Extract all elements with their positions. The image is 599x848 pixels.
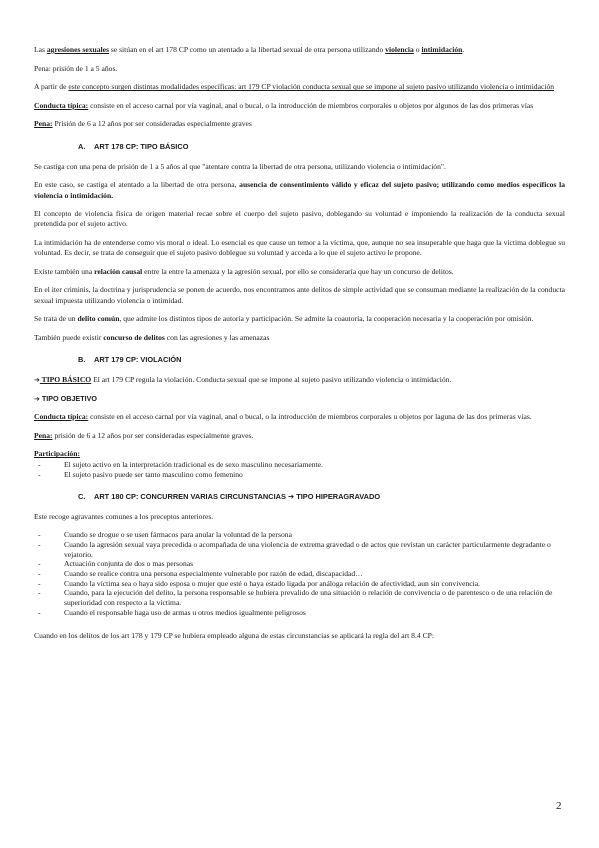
text: Las [34, 45, 47, 54]
text: A partir de [34, 82, 69, 92]
paragraph-conducta-tipica [34, 101, 565, 111]
paragraph-intro [34, 45, 565, 55]
paragraph-b3 [34, 412, 565, 422]
page-number: 2 [556, 800, 562, 812]
paragraph-c2: Cuando en los delitos de los art 178 y 179 CP se hubiera empleado alguna de estas circunstancias se aplicará la regla del art 8.4 CP: [34, 631, 434, 641]
section-title: ART 179 CP: VIOLACIÓN [94, 354, 182, 364]
paragraph-modalidades [34, 82, 565, 92]
list-item: - Cuando se drogue o se usen fármacos para anular la voluntad de la persona [34, 530, 565, 540]
paragraph-b4 [34, 431, 565, 441]
participacion-list [34, 460, 565, 479]
text: También puede existir [34, 332, 104, 342]
term-agresiones-sexuales: agresiones sexuales [46, 45, 109, 54]
list-item: - Cuando el responsable haga uso de armas u otros medios igualmente peligrosos [34, 608, 565, 618]
bold-text: concurso de delitos [103, 332, 165, 342]
paragraph-c1: Este recoge agravantes comunes a los preceptos anteriores. [34, 511, 214, 521]
paragraph-a8 [34, 333, 565, 343]
paragraph-a1: Se castiga con una pena de prisión de 1 a 5 años al que "atentare contra la libertad de otra persona, utilizando violencia o intimidación". [34, 161, 446, 171]
list-item: - Cuando, para la ejecución del delito, la persona responsable se hubiera prevalido de una situación o relación de convivencia o de parentesco o de una relación de superioridad con respecto a la víctima. [34, 588, 565, 607]
subheading-tipo-objetivo [34, 394, 565, 404]
section-heading-c [34, 492, 565, 502]
list-item: - Actuación conjunta de dos o mas personas [34, 559, 565, 569]
text: , que admite los distintos tipos de autoría y participación. Se admite la coautoría, la cooperación necesaria y la cooperación por omisión. [119, 314, 534, 324]
section-letter: C. [78, 491, 86, 501]
label-conducta-tipica: Conducta típica: [34, 100, 89, 110]
list-item: - Cuando se realice contra una persona especialmente vulnerable por razón de edad, discapacidad… [34, 569, 565, 579]
paragraph-a5 [34, 267, 565, 277]
list-item: - Cuando la víctima sea o haya sido esposa o mujer que esté o haya estado ligada por análoga relación de afectividad, aun sin convivencia. [34, 579, 565, 589]
term-intimidacion: intimidación [421, 45, 463, 54]
text: consiste en el acceso carnal por vía vaginal, anal o bucal, o la introducción de miembros corporales u objetos por laguna de las dos primeras vías. [88, 411, 532, 421]
text: Prisión de 6 a 12 años por ser consideradas especialmente graves [52, 119, 252, 129]
text: . [462, 45, 465, 54]
text: prisión de 6 a 12 años por ser consideradas especialmente graves. [52, 430, 254, 440]
text: El art 179 CP regula la violación. Conducta sexual que se impone al sujeto pasivo utilizando violencia o intimidación. [91, 375, 452, 385]
document-page [34, 45, 565, 650]
paragraph-pena-basica: Pena: prisión de 1 a 5 años. [34, 63, 118, 73]
paragraph-tipo-basico [34, 375, 565, 385]
paragraph-a7 [34, 314, 565, 324]
arrow-right-icon: ➔ [34, 376, 40, 385]
text: entre la entre la amenaza y la agresión sexual, por ello se consideraría que hay un concurso de delitos. [142, 266, 454, 276]
text: con las agresiones y las amenazas [164, 332, 270, 342]
paragraph-a6: En el iter criminis, la doctrina y jurisprudencia se ponen de acuerdo, nos encontramos ante delitos de simple actividad que se consuman mediante la realización de la conducta sexual impuesta utilizando violencia o intimidad. [34, 285, 565, 305]
section-heading-a [34, 142, 565, 152]
arrow-right-icon: ➔ [34, 394, 40, 403]
text: En este caso, se castiga el atentado a la libertad de otra persona, [34, 180, 240, 190]
text: Existe también una [34, 266, 95, 276]
underlined-text: este concepto surgen distintas modalidades específicas: art 179 CP violación conducta sexual que se impone al sujeto pasivo utilizando violencia o intimidación [68, 82, 555, 92]
paragraph-a4: La intimidación ha de entenderse como vis moral o ideal. Lo esencial es que cause un temor a la víctima, que, aunque no sea insuperable que haga que la víctima doblegue su voluntad. Es decir, se trata de conseguir que el sujeto pasivo doblegue su voluntad y acceda a lo que el sujeto activo le propone. [34, 237, 565, 258]
paragraph-a3: El concepto de violencia física de origen material recae sobre el cuerpo del sujeto pasivo, doblegando su voluntad e imponiendo la realización de la conducta sexual pretendida por el sujeto activo. [34, 209, 565, 229]
list-item: - El sujeto activo en la interpretación tradicional es de sexo masculino necesariamente. [34, 460, 565, 470]
bold-text: delito común [77, 314, 120, 324]
term-violencia: violencia [385, 45, 414, 54]
label-tipo-basico: TIPO BÁSICO [39, 375, 92, 385]
text: o [413, 45, 422, 54]
list-item: - Cuando la agresión sexual vaya precedida o acompañada de una violencia de extrema gravedad o de actos que revistan un carácter particularmente degradante o vejatorio. [34, 540, 565, 559]
section-letter: A. [78, 141, 86, 151]
section-title: ART 178 CP: TIPO BÁSICO [94, 141, 189, 151]
agravantes-list [34, 530, 565, 617]
section-title: ART 180 CP: CONCURREN VARIAS CIRCUNSTANCIAS ➔ TIPO HIPERAGRAVADO [94, 491, 381, 501]
label-tipo-objetivo: TIPO OBJETIVO [39, 393, 97, 403]
label-pena: Pena: [34, 430, 53, 440]
bold-text: ausencia de consentimiento válido y eficaz del sujeto pasivo; utilizando como medios específicos la violencia o intimidación. [34, 180, 565, 200]
label-participacion: Participación: [34, 449, 80, 459]
label-pena: Pena: [34, 119, 53, 129]
bold-text: relación causal [94, 266, 143, 276]
paragraph-a2 [34, 180, 565, 200]
section-letter: B. [78, 354, 86, 364]
label-conducta-tipica: Conducta típica: [34, 411, 89, 421]
paragraph-pena [34, 119, 565, 129]
text: se sitúan en el art 178 CP como un atentado a la libertad sexual de otra persona utilizando [108, 45, 386, 54]
text: consiste en el acceso carnal por vía vaginal, anal o bucal, o la introducción de miembros corporales u objetos por algunos de las dos primeras vías [88, 100, 534, 110]
text: Se trata de un [34, 314, 78, 324]
section-heading-b [34, 355, 565, 365]
list-item: - El sujeto pasivo puede ser tanto masculino como femenino [34, 470, 565, 480]
